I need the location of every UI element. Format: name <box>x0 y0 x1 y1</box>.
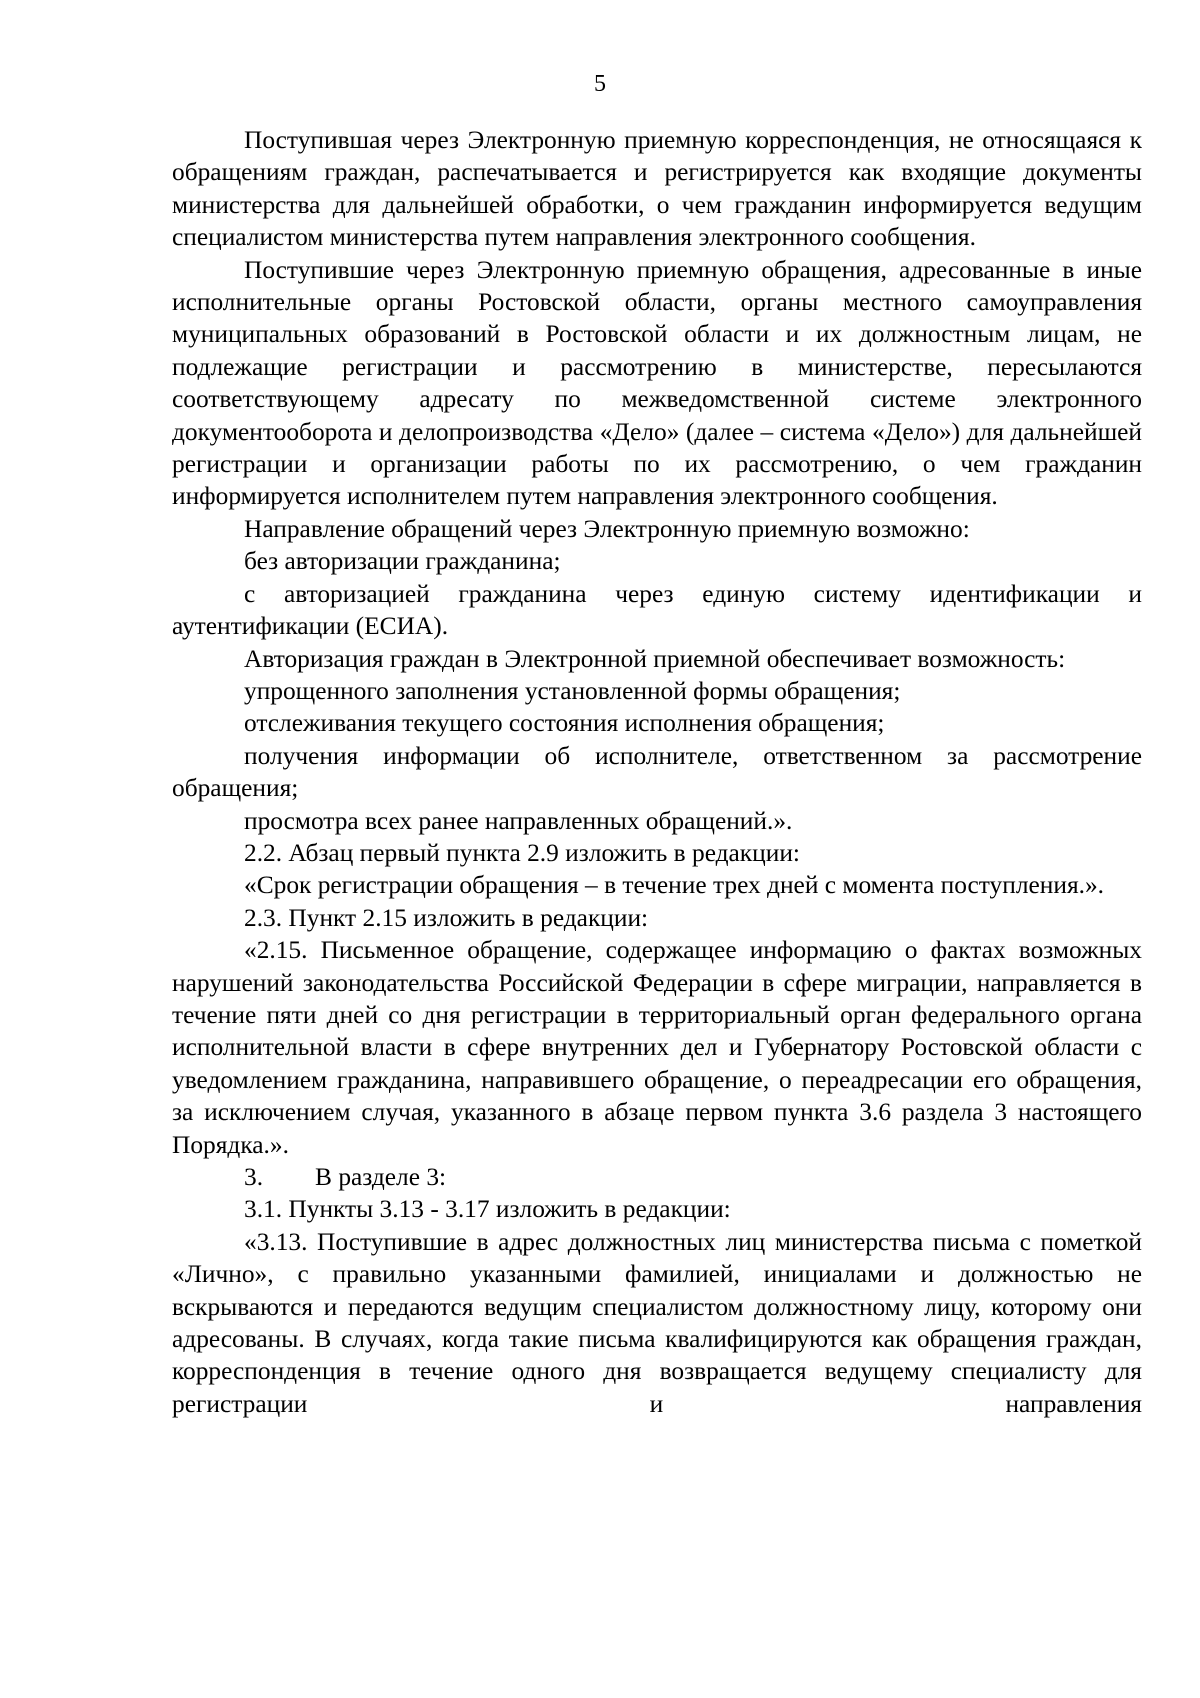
paragraph-tracking-status: отслеживания текущего состояния исполнения обращения; <box>244 709 885 738</box>
paragraph-clause-3-13: «3.13. Поступившие в адрес должностных лиц министерства письма с пометкой «Лично», с правильно указанными фамилией, инициалами и должностью не вскрываются и передаются ведущим специалистом должностному лицу, которому они адресованы. В случаях, когда такие письма квалифицируются как обращения граждан, корреспонденция в течение одного дня возвращается ведущему специалисту для регистрации и направления <box>172 1227 1142 1418</box>
section-heading <box>172 1161 1142 1193</box>
paragraph-clause-2-2: 2.2. Абзац первый пункта 2.9 изложить в редакции: <box>244 838 800 867</box>
paragraph-view-history: просмотра всех ранее направленных обращений.». <box>244 806 793 835</box>
paragraph-forwarded-appeals: Поступившие через Электронную приемную обращения, адресованные в иные исполнительные органы Ростовской области, органы местного самоуправления муниципальных образований в Ростовской области и их должностным лицам, не подлежащие регистрации и рассмотрению в министерстве, пересылаются соответствующему адресату по межведомственной системе электронного документооборота и делопроизводства «Дело» (далее – система «Дело») для дальнейшей регистрации и организации работы по их рассмотрению, о чем гражданин информируется исполнителем путем направления электронного сообщения. <box>172 255 1142 511</box>
page-number: 5 <box>594 71 606 97</box>
paragraph-clause-2-15: «2.15. Письменное обращение, содержащее информацию о фактах возможных нарушений законодательства Российской Федерации в сфере миграции, направляется в течение пяти дней со дня регистрации в территориальный орган федерального органа исполнительной власти в сфере внутренних дел и Губернатору Ростовской области с уведомлением гражданина, направившего обращение, о переадресации его обращения, за исключением случая, указанного в абзаце первом пункта 3.6 раздела 3 настоящего Порядка.». <box>172 936 1142 1159</box>
paragraph-registration-term: «Срок регистрации обращения – в течение трех дней с момента поступления.». <box>244 871 1105 900</box>
paragraph-simplified-form: упрощенного заполнения установленной формы обращения; <box>244 676 901 705</box>
paragraph-authorization-benefits: Авторизация граждан в Электронной приемной обеспечивает возможность: <box>244 644 1066 673</box>
paragraph-with-esia: с авторизацией гражданина через единую систему идентификации и аутентификации (ЕСИА). <box>172 579 1142 641</box>
paragraph-electronic-correspondence: Поступившая через Электронную приемную корреспонденция, не относящаяся к обращениям граждан, распечатывается и регистрируется как входящие документы министерства для дальнейшей обработки, о чем гражданин информируется ведущим специалистом министерства путем направления электронного сообщения. <box>172 126 1142 252</box>
paragraph-submission-options: Направление обращений через Электронную приемную возможно: <box>244 514 970 543</box>
paragraph-clause-2-3: 2.3. Пункт 2.15 изложить в редакции: <box>244 903 649 932</box>
paragraph-without-authorization: без авторизации гражданина; <box>244 547 561 576</box>
section-heading-number: 3. <box>244 1163 264 1191</box>
paragraph-clause-3-1: 3.1. Пункты 3.13 - 3.17 изложить в редакции: <box>244 1195 731 1224</box>
document-body <box>172 124 1142 1420</box>
paragraph-executor-info: получения информации об исполнителе, ответственном за рассмотрение обращения; <box>172 741 1142 803</box>
section-heading-title: В разделе 3: <box>315 1163 447 1191</box>
